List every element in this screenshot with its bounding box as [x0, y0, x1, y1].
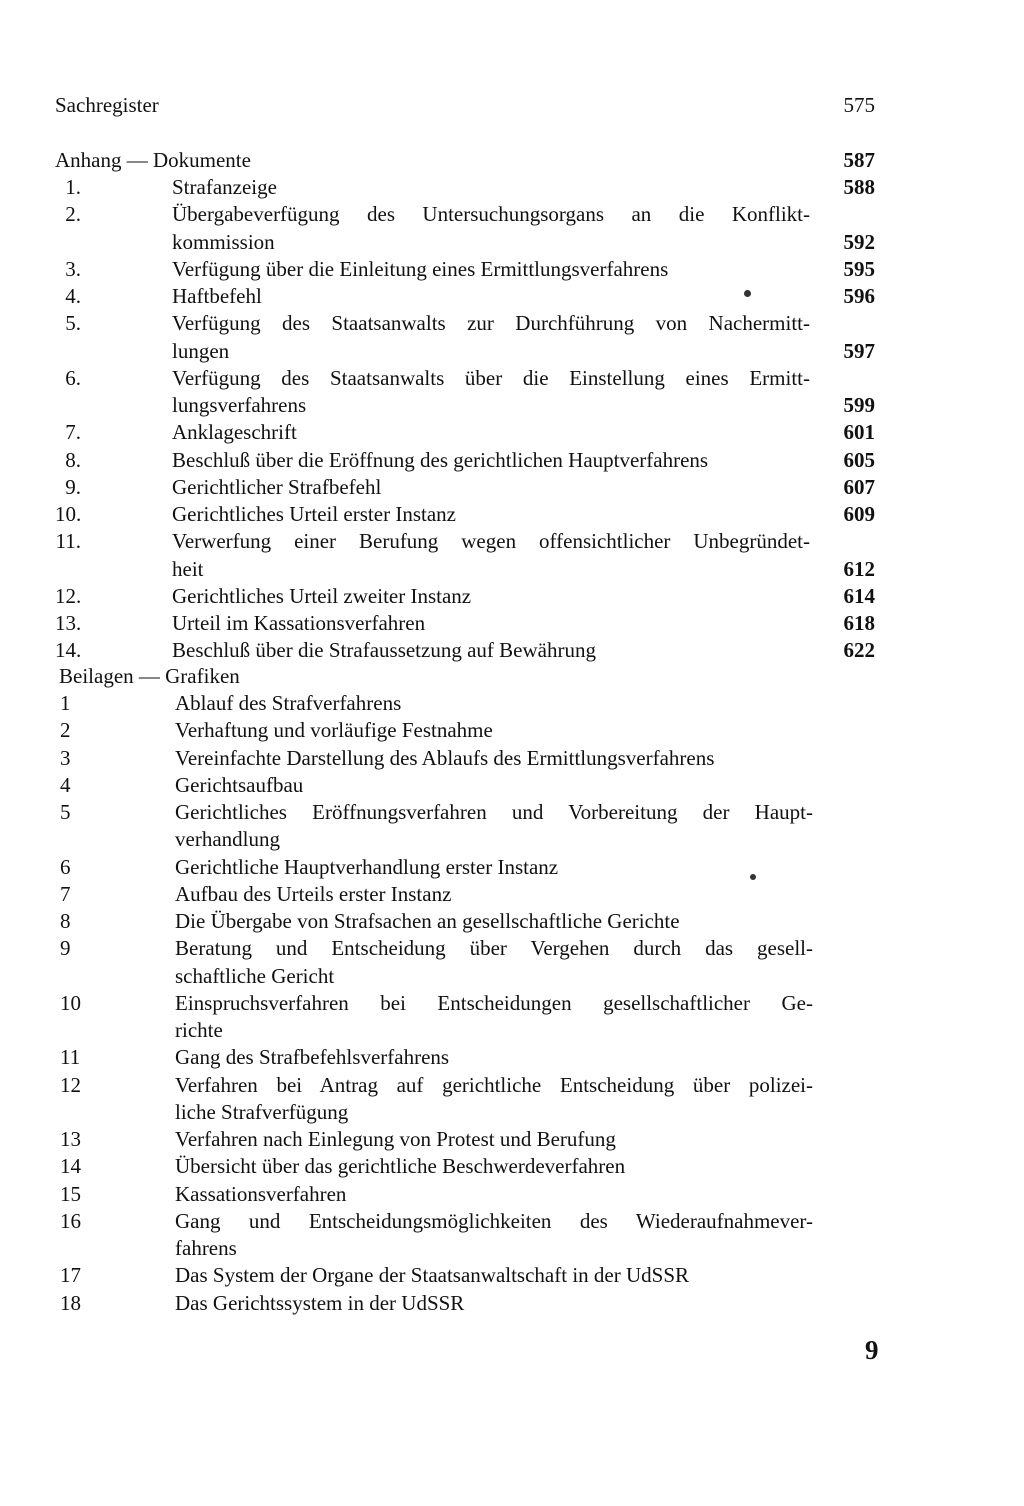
toc-entry	[60, 745, 820, 772]
entry-title: Anklageschrift	[172, 420, 297, 445]
entry-title: Verwerfung einer Berufung wegen offensichtlicher Unbegründet-	[172, 529, 810, 554]
print-speck	[750, 874, 756, 880]
entry-number: 13.	[55, 611, 82, 635]
entry-number: 14.	[55, 638, 82, 663]
sachregister-heading	[55, 92, 875, 119]
entry-title: Aufbau des Urteils erster Instanz	[175, 881, 452, 906]
entry-title: Gang und Entscheidungsmöglichkeiten des Wiederaufnahmever-	[175, 1208, 813, 1233]
entry-title: Vereinfachte Darstellung des Ablaufs des Ermittlungsverfahrens	[175, 745, 715, 770]
entry-number: 7.	[65, 420, 81, 445]
entry-title: liche Strafverfügung	[175, 1099, 349, 1124]
entry-title: Beratung und Entscheidung über Vergehen durch das gesell-	[175, 936, 813, 961]
entry-page-number: 601	[843, 420, 875, 445]
entry-number: 1.	[65, 175, 81, 199]
entry-number: 12	[60, 1072, 81, 1097]
toc-entry	[60, 717, 820, 744]
entry-number: 3.	[65, 256, 81, 281]
anhang-page: 587	[843, 148, 875, 172]
entry-number: 2	[60, 718, 71, 743]
print-speck	[744, 290, 751, 297]
entry-number: 8.	[65, 447, 81, 472]
toc-entry-continuation	[55, 556, 875, 583]
toc-entry	[60, 1153, 820, 1180]
entry-title: Verhaftung und vorläufige Festnahme	[175, 718, 493, 743]
toc-entry	[60, 908, 820, 935]
toc-entry	[60, 690, 820, 717]
entry-number: 14	[60, 1154, 81, 1179]
entry-number: 4.	[65, 284, 81, 308]
toc-entry	[55, 419, 875, 446]
entry-title: Urteil im Kassationsverfahren	[172, 611, 426, 635]
toc-entry	[55, 637, 875, 664]
entry-number: 11	[60, 1045, 81, 1070]
entry-title: Gerichtliches Urteil zweiter Instanz	[172, 583, 472, 608]
entry-title: Strafanzeige	[172, 175, 277, 199]
toc-entry	[55, 283, 875, 310]
entry-title: Gerichtsaufbau	[175, 772, 304, 797]
entry-number: 13	[60, 1127, 81, 1151]
toc-entry-continuation	[60, 963, 820, 990]
entry-number: 4	[60, 772, 71, 797]
toc-entry-continuation	[60, 1235, 820, 1262]
entry-number: 6.	[65, 365, 81, 390]
toc-entry	[60, 1262, 820, 1289]
entry-title: schaftliche Gericht	[175, 963, 335, 988]
toc-entry	[55, 501, 875, 528]
entry-number: 9	[60, 936, 71, 961]
toc-entry-continuation	[60, 1017, 820, 1044]
toc-entry-continuation	[55, 392, 875, 419]
entry-number: 12.	[55, 583, 82, 608]
entry-page-number: 588	[843, 175, 875, 199]
entry-title: Übersicht über das gerichtliche Beschwerdeverfahren	[175, 1154, 626, 1179]
toc-entry	[55, 310, 875, 337]
toc-entry	[60, 1072, 820, 1099]
entry-number: 18	[60, 1290, 81, 1315]
entry-title: Die Übergabe von Strafsachen an gesellschaftliche Gerichte	[175, 909, 680, 933]
entry-page-number: 614	[843, 583, 875, 608]
toc-entry	[55, 528, 875, 555]
toc-entry	[55, 447, 875, 474]
anhang-heading	[55, 147, 875, 174]
toc-entry-continuation	[60, 826, 820, 853]
entry-title: Gerichtliche Hauptverhandlung erster Instanz	[175, 854, 559, 879]
sachregister-title: Sachregister	[55, 93, 159, 117]
entry-title: verhandlung	[175, 827, 280, 852]
entry-number: 10.	[55, 502, 82, 526]
toc-entry	[55, 365, 875, 392]
entry-title: Beschluß über die Eröffnung des gerichtlichen Hauptverfahrens	[172, 447, 709, 472]
entry-title: fahrens	[175, 1236, 237, 1260]
toc-entry-continuation	[60, 1099, 820, 1126]
toc-entry	[55, 583, 875, 610]
entry-number: 6	[60, 854, 71, 879]
page-number: 9	[865, 1335, 879, 1365]
toc-entry	[60, 1290, 820, 1317]
toc-entry-continuation	[55, 229, 875, 256]
entry-title: Gerichtlicher Strafbefehl	[172, 474, 382, 499]
toc-entry	[55, 610, 875, 637]
entry-title: heit	[172, 556, 204, 581]
entry-page-number: 592	[843, 229, 875, 254]
toc-entry	[60, 1208, 820, 1235]
entry-title: Gang des Strafbefehlsverfahrens	[175, 1045, 450, 1070]
entry-page-number: 605	[843, 447, 875, 472]
toc-entry	[55, 256, 875, 283]
entry-page-number: 618	[843, 611, 875, 635]
entry-page-number: 622	[843, 638, 875, 663]
entry-page-number: 597	[843, 338, 875, 363]
entry-title: Verfahren bei Antrag auf gerichtliche Entscheidung über polizei-	[175, 1072, 813, 1097]
toc-entry	[60, 772, 820, 799]
toc-entry	[60, 990, 820, 1017]
entry-title: Das Gerichtssystem in der UdSSR	[175, 1290, 465, 1315]
entry-title: Übergabeverfügung des Untersuchungsorgans an die Konflikt-	[172, 202, 810, 227]
toc-entry	[55, 201, 875, 228]
entry-title: kommission	[172, 229, 275, 254]
entry-page-number: 596	[843, 284, 875, 308]
entry-title: Verfügung des Staatsanwalts zur Durchführung von Nachermitt-	[172, 311, 810, 336]
entry-number: 9.	[65, 474, 81, 499]
toc-entry	[60, 1126, 820, 1153]
toc-entry-continuation	[55, 338, 875, 365]
entry-number: 10	[60, 990, 81, 1015]
toc-entry	[55, 474, 875, 501]
toc-entry	[60, 1181, 820, 1208]
entry-title: Gerichtliches Urteil erster Instanz	[172, 502, 456, 526]
entry-page-number: 599	[843, 393, 875, 417]
entry-title: lungen	[172, 338, 230, 363]
entry-number: 5	[60, 800, 71, 824]
entry-page-number: 607	[843, 474, 875, 499]
entry-number: 16	[60, 1208, 81, 1233]
entry-number: 7	[60, 881, 71, 906]
entry-number: 15	[60, 1181, 81, 1206]
anhang-title: Anhang — Dokumente	[55, 148, 251, 172]
entry-title: Haftbefehl	[172, 284, 262, 308]
beilagen-title: Beilagen — Grafiken	[59, 664, 240, 688]
entry-title: Gerichtliches Eröffnungsverfahren und Vorbereitung der Haupt-	[175, 800, 813, 824]
entry-title: Beschluß über die Strafaussetzung auf Bewährung	[172, 638, 596, 663]
entry-page-number: 595	[843, 256, 875, 281]
entry-number: 1	[60, 691, 71, 715]
entry-number: 2.	[65, 202, 81, 227]
entry-number: 17	[60, 1263, 81, 1288]
entry-title: richte	[175, 1018, 223, 1042]
entry-title: Einspruchsverfahren bei Entscheidungen gesellschaftlicher Ge-	[175, 990, 813, 1015]
entry-title: Verfahren nach Einlegung von Protest und Berufung	[175, 1127, 616, 1151]
entry-title: Kassationsverfahren	[175, 1181, 347, 1206]
entry-title: Verfügung des Staatsanwalts über die Einstellung eines Ermitt-	[172, 365, 810, 390]
toc-entry	[60, 881, 820, 908]
entry-number: 5.	[65, 311, 81, 336]
toc-entry	[55, 174, 875, 201]
entry-number: 8	[60, 909, 71, 933]
entry-title: Das System der Organe der Staatsanwaltschaft in der UdSSR	[175, 1263, 690, 1288]
entry-page-number: 609	[843, 502, 875, 526]
toc-entry	[60, 854, 820, 881]
toc-entry	[60, 1044, 820, 1071]
beilagen-heading	[59, 663, 879, 690]
entry-title: Ablauf des Strafverfahrens	[175, 691, 402, 715]
entry-page-number: 612	[843, 556, 875, 581]
toc-entry	[60, 799, 820, 826]
entry-number: 11.	[55, 529, 81, 554]
toc-entry	[60, 935, 820, 962]
entry-title: lungsverfahrens	[172, 393, 307, 417]
entry-number: 3	[60, 745, 71, 770]
entry-title: Verfügung über die Einleitung eines Ermittlungsverfahrens	[172, 256, 669, 281]
sachregister-page: 575	[843, 93, 875, 117]
